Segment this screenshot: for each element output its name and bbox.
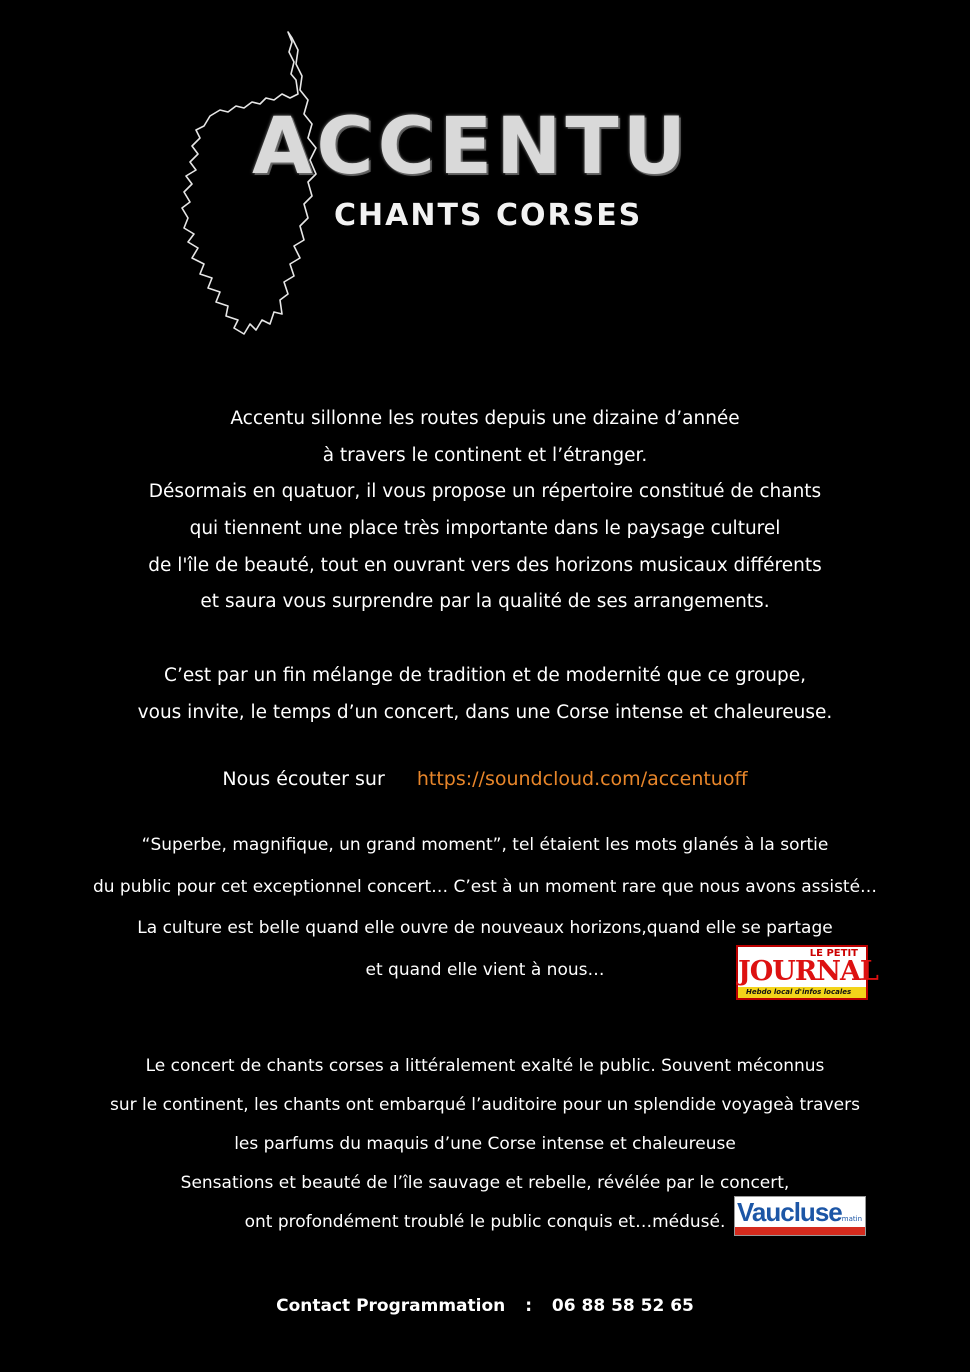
review-line: les parfums du maquis d’une Corse intense et chaleureuse [234, 1134, 736, 1154]
review-line: sur le continent, les chants ont embarqué l’auditoire pour un splendide voyageà travers [110, 1095, 860, 1115]
le-petit-journal-logo [736, 945, 878, 1000]
review-line: La culture est belle quand elle ouvre de nouveaux horizons,quand elle se partage [137, 918, 833, 939]
review-line: Le concert de chants corses a littéralement exalté le public. Souvent méconnus [145, 1056, 825, 1076]
vaucluse-logo-sub: matin [841, 1215, 862, 1223]
intro-line: à travers le continent et l’étranger. [322, 444, 648, 466]
mix-line: vous invite, le temps d’un concert, dans une Corse intense et chaleureuse. [137, 701, 833, 723]
review-line: du public pour cet exceptionnel concert… C’est à un moment rare que nous avons assisté… [92, 876, 878, 897]
header-logo [0, 0, 970, 360]
band-subtitle: CHANTS CORSES [334, 198, 643, 233]
mix-paragraph [0, 658, 970, 731]
intro-paragraph [0, 401, 970, 621]
vaucluse-logo-main: Vaucluse [737, 1197, 842, 1227]
mix-line: C’est par un fin mélange de tradition et de modernité que ce groupe, [164, 665, 806, 686]
review-line: “Superbe, magnifique, un grand moment”, tel étaient les mots glanés à la sortie [141, 835, 829, 855]
lpj-logo-tagline: Hebdo local d'infos locales [738, 987, 866, 998]
band-title: ACCENTU [252, 102, 690, 192]
contact-separator: : [525, 1296, 532, 1316]
lpj-logo-main: JOURNAL [738, 956, 878, 987]
soundcloud-link[interactable]: https://soundcloud.com/accentuoff [416, 768, 748, 790]
intro-line: qui tiennent une place très importante dans le paysage culturel [189, 518, 781, 540]
intro-line: Accentu sillonne les routes depuis une dizaine d’année [230, 408, 740, 429]
contact-line [0, 1296, 970, 1316]
contact-label: Contact Programmation [276, 1296, 506, 1316]
vaucluse-logo-bar [735, 1227, 865, 1235]
lpj-logo-top: LE PETIT [809, 948, 858, 959]
vaucluse-matin-logo [734, 1196, 866, 1236]
intro-line: et saura vous surprendre par la qualité de ses arrangements. [200, 591, 770, 613]
intro-line: Désormais en quatuor, il vous propose un répertoire constitué de chants [148, 481, 822, 503]
listen-label: Nous écouter sur [222, 768, 385, 790]
listen-line [0, 768, 970, 790]
review-line: et quand elle vient à nous… [365, 960, 605, 981]
review-line: ont profondément troublé le public conquis et…médusé. [244, 1212, 726, 1232]
intro-line: de l'île de beauté, tout en ouvrant vers des horizons musicaux différents [148, 554, 822, 576]
contact-phone[interactable]: 06 88 58 52 65 [551, 1296, 694, 1316]
review-line: Sensations et beauté de l’île sauvage et rebelle, révélée par le concert, [180, 1173, 790, 1193]
